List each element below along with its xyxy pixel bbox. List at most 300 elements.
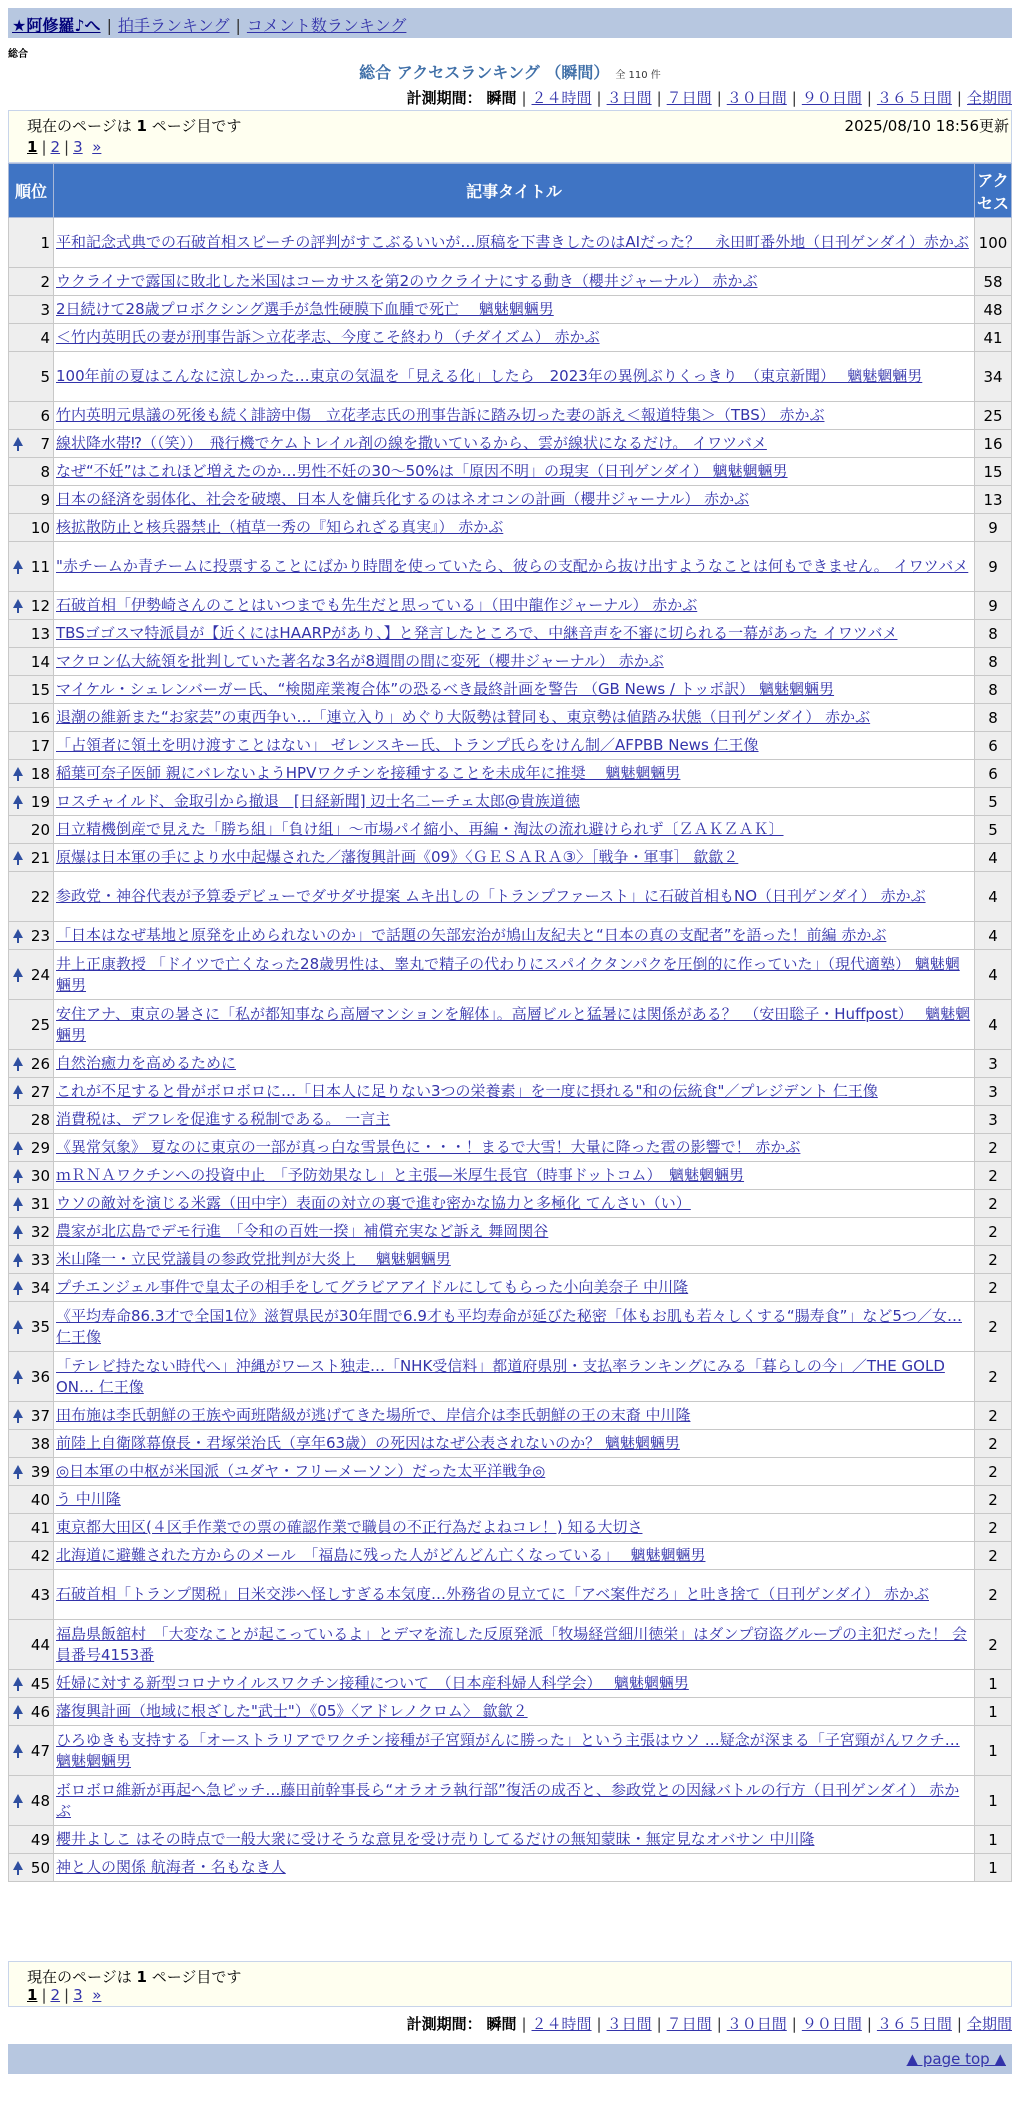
rank-up-arrow-icon [13, 1057, 23, 1066]
rank-column-header: 順位 [9, 164, 54, 218]
title-cell [54, 620, 975, 648]
table-row [9, 1134, 1012, 1162]
rank-cell [9, 704, 54, 732]
period-30d-link[interactable]: ３０日間 [726, 2015, 787, 2033]
access-count: 5 [975, 816, 1012, 844]
title-cell [54, 922, 975, 950]
pager-page-3[interactable]: 3 [73, 138, 83, 156]
title-cell [54, 1826, 975, 1854]
period-24h-link[interactable]: ２４時間 [531, 2015, 592, 2033]
ranking-rows [9, 218, 1012, 1882]
title-cell [54, 676, 975, 704]
access-count: 8 [975, 704, 1012, 732]
article-title-link[interactable]: 消費税は、デフレを促進する税制である。 一言主 [56, 1110, 391, 1128]
access-count: 16 [975, 430, 1012, 458]
period-3d-link[interactable]: ３日間 [606, 89, 652, 107]
article-title-link[interactable]: 日立精機倒産で見えた「勝ち組」「負け組」～市場パイ縮小、再編・淘汰の流れ避けられず〔ＺＡＫＺＡＫ〕 [56, 820, 784, 838]
rank-number: 28 [30, 1110, 50, 1129]
table-row [9, 844, 1012, 872]
comment-ranking-link[interactable]: コメント数ランキング [246, 16, 407, 35]
pager-next[interactable]: » [92, 1986, 102, 2004]
article-title-link[interactable]: 参政党・神谷代表が予算委デビューでダサダサ提案 ムキ出しの「トランプファースト」に石破首相もNO（日刊ゲンダイ） 赤かぶ [56, 887, 926, 905]
rank-cell [9, 760, 54, 788]
rank-number: 47 [30, 1741, 50, 1760]
access-count: 1 [975, 1776, 1012, 1826]
title-cell [54, 1486, 975, 1514]
article-title-link[interactable]: 《異常気象》 夏なのに東京の一部が真っ白な雪景色に・・・！まるで大雪！大量に降った雹の影響で！ 赤かぶ [56, 1138, 801, 1156]
title-cell [54, 1078, 975, 1106]
rank-number: 26 [30, 1054, 50, 1073]
table-row [9, 1274, 1012, 1302]
rank-number: 42 [30, 1546, 50, 1565]
rank-number: 9 [40, 490, 50, 509]
access-count: 100 [975, 218, 1012, 268]
rank-number: 43 [30, 1585, 50, 1604]
article-title-link[interactable]: ボロボロ維新が再起へ急ピッチ…藤田前幹事長ら“オラオラ執行部”復活の成否と、参政党との因縁バトルの行方（日刊ゲンダイ） 赤かぶ [56, 1780, 960, 1820]
clap-ranking-link[interactable]: 拍手ランキング [117, 16, 230, 35]
title-cell [54, 1106, 975, 1134]
title-cell [54, 402, 975, 430]
access-count: 4 [975, 950, 1012, 1000]
rank-cell [9, 218, 54, 268]
table-row [9, 486, 1012, 514]
rank-cell [9, 1352, 54, 1402]
rank-number: 19 [30, 792, 50, 811]
period-all-link[interactable]: 全期間 [966, 89, 1012, 107]
table-row [9, 1698, 1012, 1726]
article-title-link[interactable]: 日本の経済を弱体化、社会を破壊、日本人を傭兵化するのはネオコンの計画（櫻井ジャーナル） 赤かぶ [56, 490, 750, 508]
article-title-link[interactable]: 退潮の維新また“お家芸”の東西争い…「連立入り」めぐり大阪勢は賛同も、東京勢は値踏み状態（日刊ゲンダイ） 赤かぶ [56, 708, 871, 726]
rank-up-arrow-icon [13, 767, 23, 776]
pager-page-2[interactable]: 2 [50, 138, 61, 156]
table-row [9, 816, 1012, 844]
rank-number: 11 [30, 557, 50, 576]
table-row [9, 648, 1012, 676]
rank-number: 20 [30, 820, 50, 839]
table-row [9, 1486, 1012, 1514]
rank-number: 34 [30, 1278, 50, 1297]
rank-cell [9, 1402, 54, 1430]
title-cell [54, 1246, 975, 1274]
rank-cell [9, 1826, 54, 1854]
title-cell [54, 1162, 975, 1190]
rank-cell [9, 1486, 54, 1514]
access-count: 2 [975, 1274, 1012, 1302]
rank-up-arrow-icon [13, 599, 23, 608]
table-row [9, 1190, 1012, 1218]
rank-up-arrow-icon [13, 1744, 23, 1753]
article-title-link[interactable]: 前陸上自衛隊幕僚長・君塚栄治氏（享年63歳）の死因はなぜ公表されないのか？ 魑魅魍魎男 [56, 1434, 680, 1452]
article-title-link[interactable]: 米山隆一・立民党議員の参政党批判が大炎上 魑魅魍魎男 [56, 1250, 451, 1268]
period-label: 計測期間： [406, 89, 482, 107]
pager-current: 1 [27, 138, 38, 156]
title-cell [54, 486, 975, 514]
title-cell [54, 1458, 975, 1486]
table-row [9, 1050, 1012, 1078]
period-30d-link[interactable]: ３０日間 [726, 89, 787, 107]
rank-number: 16 [30, 708, 50, 727]
rank-up-arrow-icon [13, 1861, 23, 1870]
title-cell [54, 1542, 975, 1570]
access-count: 4 [975, 872, 1012, 922]
rank-cell [9, 732, 54, 760]
article-title-link[interactable]: 「占領者に領土を明け渡すことはない」 ゼレンスキー氏、トランプ氏らをけん制／AFPBB News 仁王像 [56, 736, 759, 754]
rank-cell [9, 1050, 54, 1078]
rank-number: 12 [30, 596, 50, 615]
title-cell [54, 788, 975, 816]
article-title-link[interactable]: 稲葉可奈子医師 親にバレないようHPVワクチンを接種することを未成年に推奨 魑魅魍魎男 [56, 764, 681, 782]
rank-cell [9, 950, 54, 1000]
access-column-header: アクセス [975, 164, 1012, 218]
table-row [9, 788, 1012, 816]
rank-cell [9, 324, 54, 352]
period-label: 計測期間： [406, 2015, 482, 2033]
article-title-link[interactable]: ひろゆきも支持する「オーストラリアでワクチン接種が子宮頸がんに勝った」という主張はウソ …疑念が深まる「子宮頸がんワクチ… 魑魅魍魎男 [56, 1730, 960, 1770]
access-count: 2 [975, 1542, 1012, 1570]
rank-up-arrow-icon [13, 851, 23, 860]
title-cell [54, 1620, 975, 1670]
table-row [9, 402, 1012, 430]
rank-up-arrow-icon [13, 1197, 23, 1206]
table-row [9, 1726, 1012, 1776]
table-row [9, 1246, 1012, 1274]
rank-cell [9, 514, 54, 542]
period-90d-link[interactable]: ９０日間 [801, 89, 862, 107]
title-cell [54, 704, 975, 732]
rank-cell [9, 1698, 54, 1726]
rank-cell [9, 1162, 54, 1190]
pager-top: 1 | 2 | 3 » [27, 138, 102, 156]
rank-number: 46 [30, 1702, 50, 1721]
rank-cell [9, 872, 54, 922]
rank-number: 22 [30, 887, 50, 906]
title-cell [54, 760, 975, 788]
table-row [9, 922, 1012, 950]
access-count: 2 [975, 1402, 1012, 1430]
rank-number: 45 [30, 1674, 50, 1693]
rank-number: 7 [40, 434, 50, 453]
article-title-link[interactable]: マイケル・シェレンバーガー氏、“検閲産業複合体”の恐るべき最終計画を警告 （GB News / トッポ訳） 魑魅魍魎男 [56, 680, 835, 698]
table-row [9, 542, 1012, 592]
access-count: 2 [975, 1190, 1012, 1218]
article-title-link[interactable]: 農家が北広島でデモ行進 「令和の百姓一揆」補償充実など訴え 舞岡関谷 [56, 1222, 549, 1240]
period-24h-link[interactable]: ２４時間 [531, 89, 592, 107]
article-title-link[interactable]: ｍＲＮＡワクチンへの投資中止 「予防効果なし」と主張—米厚生長官（時事ドットコム） 魑魅魍魎男 [56, 1166, 745, 1184]
rank-number: 8 [40, 462, 50, 481]
rank-number: 4 [40, 328, 50, 347]
period-365d-link[interactable]: ３６５日間 [876, 89, 952, 107]
table-row [9, 1854, 1012, 1882]
table-row [9, 1162, 1012, 1190]
rank-cell [9, 1274, 54, 1302]
title-cell [54, 1050, 975, 1078]
title-cell [54, 296, 975, 324]
table-row [9, 1542, 1012, 1570]
article-title-link[interactable]: マクロン仏大統領を批判していた著名な3名が8週間の間に変死（櫻井ジャーナル） 赤かぶ [56, 652, 664, 670]
article-title-link[interactable]: 100年前の夏はこんなに涼しかった…東京の気温を「見える化」したら 2023年の異例ぶりくっきり （東京新聞） 魑魅魍魎男 [56, 367, 923, 385]
rank-number: 3 [40, 300, 50, 319]
rank-cell [9, 542, 54, 592]
rank-number: 41 [30, 1518, 50, 1537]
rank-cell [9, 1078, 54, 1106]
rank-cell [9, 620, 54, 648]
rank-number: 50 [30, 1858, 50, 1877]
rank-up-arrow-icon [13, 1677, 23, 1686]
rank-cell [9, 844, 54, 872]
home-link[interactable]: ★阿修羅♪へ [12, 16, 101, 35]
article-title-link[interactable]: 石破首相「伊勢崎さんのことはいつまでも先生だと思っている」（田中龍作ジャーナル） 赤かぶ [56, 596, 698, 614]
article-title-link[interactable]: ロスチャイルド、金取引から撤退 [日経新聞] 辺士名二ーチェ太郎@貴族道徳 [56, 792, 580, 810]
table-row [9, 324, 1012, 352]
title-column-header: 記事タイトル [54, 164, 975, 218]
rank-cell [9, 1218, 54, 1246]
rank-up-arrow-icon [13, 560, 23, 569]
rank-up-arrow-icon [13, 1465, 23, 1474]
title-cell [54, 218, 975, 268]
article-title-link[interactable]: 東京都大田区(４区手作業での票の確認作業で職員の不正行為だよねコレ！) 知る大切さ [56, 1518, 643, 1536]
access-count: 3 [975, 1078, 1012, 1106]
table-row [9, 514, 1012, 542]
article-title-link[interactable]: 田布施は李氏朝鮮の王族や両班階級が逃げてきた場所で、岸信介は李氏朝鮮の王の末裔 中川隆 [56, 1406, 691, 1424]
pager-page-2[interactable]: 2 [50, 1986, 61, 2004]
rank-number: 36 [30, 1367, 50, 1386]
rank-cell [9, 1620, 54, 1670]
title-cell [54, 1570, 975, 1620]
rank-cell [9, 816, 54, 844]
article-title-link[interactable]: プチエンジェル事件で皇太子の相手をしてグラビアアイドルにしてもらった小向美奈子 中川隆 [56, 1278, 689, 1296]
article-title-link[interactable]: 安住アナ、東京の暑さに「私が都知事なら高層マンションを解体」。高層ビルと猛暑には関係がある？ （安田聡子・Huffpost） 魑魅魍魎男 [56, 1004, 971, 1044]
rank-number: 49 [30, 1830, 50, 1849]
rank-cell [9, 1134, 54, 1162]
title-cell [54, 268, 975, 296]
article-title-link[interactable]: 藩復興計画（地域に根ざした"武士"）《05》〈アドレノクロム〉 歙歙２ [56, 1702, 528, 1720]
pager-page-3[interactable]: 3 [73, 1986, 83, 2004]
access-count: 2 [975, 1162, 1012, 1190]
title-cell [54, 1302, 975, 1352]
rank-number: 44 [30, 1635, 50, 1654]
article-title-link[interactable]: う 中川隆 [56, 1490, 121, 1508]
access-count: 3 [975, 1050, 1012, 1078]
rank-up-arrow-icon [13, 1085, 23, 1094]
rank-number: 37 [30, 1406, 50, 1425]
table-row [9, 1570, 1012, 1620]
article-title-link[interactable]: 「テレビ持たない時代へ」沖縄がワースト独走…「NHK受信料」都道府県別・支払率ランキングにみる「暮らしの今」／THE GOLD ON… 仁王像 [56, 1356, 945, 1396]
period-90d-link[interactable]: ９０日間 [801, 2015, 862, 2033]
rank-cell [9, 1854, 54, 1882]
title-cell [54, 1218, 975, 1246]
rank-number: 33 [30, 1250, 50, 1269]
rank-up-arrow-icon [13, 795, 23, 804]
table-row [9, 1776, 1012, 1826]
article-title-link[interactable]: 「日本はなぜ基地と原発を止められないのか」で話題の矢部宏治が鳩山友紀夫と“日本の真の支配者”を語った！前編 赤かぶ [56, 926, 887, 944]
access-count: 2 [975, 1352, 1012, 1402]
rank-cell [9, 296, 54, 324]
access-count: 48 [975, 296, 1012, 324]
rank-number: 35 [30, 1317, 50, 1336]
rank-number: 5 [40, 367, 50, 386]
table-row [9, 592, 1012, 620]
rank-cell [9, 1776, 54, 1826]
table-row [9, 1670, 1012, 1698]
table-row [9, 1430, 1012, 1458]
access-count: 2 [975, 1302, 1012, 1352]
rank-number: 29 [30, 1138, 50, 1157]
table-row [9, 1402, 1012, 1430]
period-selector-top: 計測期間： 瞬間 | ２４時間 | ３日間 | ７日間 | ３０日間 | ９０日間 | ３６５日間 | 全期間 [406, 89, 1012, 107]
article-title-link[interactable]: ウクライナで露国に敗北した米国はコーカサスを第2のウクライナにする動き（櫻井ジャーナル） 赤かぶ [56, 272, 758, 290]
rank-up-arrow-icon [13, 1409, 23, 1418]
article-title-link[interactable]: 北海道に避難された方からのメール 「福島に残った人がどんどん亡くなっている」 魑魅魍魎男 [56, 1546, 706, 1564]
table-row [9, 620, 1012, 648]
article-title-link[interactable]: 神と人の関係 航海者・名もなき人 [56, 1858, 286, 1876]
table-row [9, 872, 1012, 922]
rank-cell [9, 268, 54, 296]
article-title-link[interactable]: TBSゴゴスマ特派員が【近くにはHAARPがあり、】と発言したところで、中継音声を不審に切られる一幕があった イワツバメ [56, 624, 898, 642]
access-count: 8 [975, 676, 1012, 704]
access-count: 2 [975, 1246, 1012, 1274]
page-top-link[interactable]: ▲ page top ▲ [906, 2050, 1006, 2068]
top-nav: ★阿修羅♪へ | 拍手ランキング | コメント数ランキング [8, 8, 1012, 38]
period-7d-link[interactable]: ７日間 [666, 89, 712, 107]
title-cell [54, 1670, 975, 1698]
period-3d-link[interactable]: ３日間 [606, 2015, 652, 2033]
access-count: 4 [975, 922, 1012, 950]
article-title-link[interactable]: 自然治癒力を高めるために [56, 1054, 237, 1072]
rank-cell [9, 486, 54, 514]
title-cell [54, 1776, 975, 1826]
table-row [9, 704, 1012, 732]
article-title-link[interactable]: "赤チームか青チームに投票することにばかり時間を使っていたら、彼らの支配から抜け出すようなことは何もできません。 イワツバメ [56, 557, 969, 575]
access-count: 2 [975, 1134, 1012, 1162]
access-count: 25 [975, 402, 1012, 430]
rank-number: 31 [30, 1194, 50, 1213]
table-row [9, 352, 1012, 402]
title-cell [54, 458, 975, 486]
ranking-table [8, 163, 1012, 1882]
article-title-link[interactable]: 石破首相「トランプ関税」日米交渉へ怪しすぎる本気度…外務省の見立てに「アベ案件だろ」と吐き捨て（日刊ゲンダイ） 赤かぶ [56, 1585, 929, 1603]
rank-up-arrow-icon [13, 1253, 23, 1262]
access-count: 34 [975, 352, 1012, 402]
period-7d-link[interactable]: ７日間 [666, 2015, 712, 2033]
table-row [9, 1000, 1012, 1050]
rank-up-arrow-icon [13, 1141, 23, 1150]
rank-up-arrow-icon [13, 1794, 23, 1803]
access-count: 8 [975, 648, 1012, 676]
article-title-link[interactable]: ウソの敵対を演じる米露（田中宇）表面の対立の裏で進む密かな協力と多極化 てんさい（い） [56, 1194, 691, 1212]
title-cell [54, 1274, 975, 1302]
article-title-link[interactable]: 井上正康教授 「ドイツで亡くなった28歳男性は、睾丸で精子の代わりにスパイクタンパクを圧倒的に作っていた」（現代適塾） 魑魅魍魎男 [56, 954, 960, 994]
article-title-link[interactable]: 原爆は日本軍の手により水中起爆された／藩復興計画《09》〈ＧＥＳＡＲＡ③〉［戦争・軍事］ 歙歙２ [56, 848, 739, 866]
rank-number: 14 [30, 652, 50, 671]
table-row [9, 430, 1012, 458]
article-title-link[interactable]: 2日続けて28歳プロボクシング選手が急性硬膜下血腫で死亡 魑魅魍魎男 [56, 300, 554, 318]
period-all-link[interactable]: 全期間 [966, 2015, 1012, 2033]
rank-cell [9, 648, 54, 676]
rank-up-arrow-icon [13, 1705, 23, 1714]
access-count: 2 [975, 1218, 1012, 1246]
rank-number: 24 [30, 965, 50, 984]
rank-number: 15 [30, 680, 50, 699]
rank-cell [9, 592, 54, 620]
title-cell [54, 430, 975, 458]
article-title-link[interactable]: 核拡散防止と核兵器禁止（植草一秀の『知られざる真実』） 赤かぶ [56, 518, 504, 536]
rank-cell [9, 1000, 54, 1050]
table-row [9, 1826, 1012, 1854]
title-cell [54, 1514, 975, 1542]
rank-cell [9, 1570, 54, 1620]
rank-cell [9, 430, 54, 458]
access-count: 2 [975, 1514, 1012, 1542]
rank-number: 32 [30, 1222, 50, 1241]
access-count: 4 [975, 1000, 1012, 1050]
article-title-link[interactable]: ＜竹内英明氏の妻が刑事告訴＞立花孝志、今度こそ終わり（チダイズム） 赤かぶ [56, 328, 600, 346]
page-title [0, 60, 1020, 83]
title-cell [54, 1726, 975, 1776]
rank-up-arrow-icon [13, 1169, 23, 1178]
article-title-link[interactable]: なぜ“不妊”はこれほど増えたのか…男性不妊の30～50%は「原因不明」の現実（日刊ゲンダイ） 魑魅魍魎男 [56, 462, 788, 480]
article-title-link[interactable]: 福島県飯舘村 「大変なことが起こっているよ」とデマを流した反原発派「牧場経営細川徳栄」はダンプ窃盗グループの主犯だった！ 会員番号4153番 [56, 1624, 967, 1664]
article-title-link[interactable]: 竹内英明元県議の死後も続く誹謗中傷 立花孝志氏の刑事告訴に踏み切った妻の訴え＜報道特集＞（TBS） 赤かぶ [56, 406, 825, 424]
title-cell [54, 1190, 975, 1218]
rank-up-arrow-icon [13, 1320, 23, 1329]
title-cell [54, 1430, 975, 1458]
article-title-link[interactable]: 櫻井よしこ はその時点で一般大衆に受けそうな意見を受け売りしてるだけの無知蒙昧・無定見なオバサン 中川隆 [56, 1830, 815, 1848]
access-count: 1 [975, 1726, 1012, 1776]
article-title-link[interactable]: 妊婦に対する新型コロナウイルスワクチン接種について （日本産科婦人科学会） 魑魅魍魎男 [56, 1674, 689, 1692]
page-title-text: 総合 アクセスランキング （瞬間） [359, 63, 610, 82]
table-row [9, 676, 1012, 704]
period-current: 瞬間 [486, 89, 517, 107]
article-title-link[interactable]: 《平均寿命86.3才で全国1位》滋賀県民が30年間で6.9才も平均寿命が延びた秘密「体もお肌も若々しくする“腸寿食”」など5つ／女… 仁王像 [56, 1306, 962, 1346]
rank-number: 2 [40, 272, 50, 291]
rank-up-arrow-icon [13, 1281, 23, 1290]
article-title-link[interactable]: 平和記念式典での石破首相スピーチの評判がすこぶるいいが…原稿を下書きしたのはAIだった？ 永田町番外地（日刊ゲンダイ）赤かぶ [56, 233, 969, 251]
rank-cell [9, 1542, 54, 1570]
access-count: 9 [975, 542, 1012, 592]
article-title-link[interactable]: ◎日本軍の中枢が米国派（ユダヤ・フリーメーソン）だった太平洋戦争◎ [56, 1462, 546, 1480]
page-info-bottom [8, 1961, 1012, 2007]
title-cell [54, 732, 975, 760]
title-cell [54, 1134, 975, 1162]
table-row [9, 1302, 1012, 1352]
access-count: 8 [975, 620, 1012, 648]
rank-up-arrow-icon [13, 968, 23, 977]
title-cell [54, 514, 975, 542]
rank-cell [9, 1458, 54, 1486]
pager-next[interactable]: » [92, 138, 102, 156]
period-365d-link[interactable]: ３６５日間 [876, 2015, 952, 2033]
rank-cell [9, 1246, 54, 1274]
access-count: 1 [975, 1670, 1012, 1698]
rank-number: 6 [40, 406, 50, 425]
table-row [9, 268, 1012, 296]
rank-cell [9, 352, 54, 402]
table-row [9, 1514, 1012, 1542]
current-page-text-bottom: 現在のページは 1 ページ目です [27, 1968, 242, 1986]
category-label: 総合 [8, 49, 28, 60]
article-title-link[interactable]: これが不足すると骨がボロボロに…「日本人に足りない3つの栄養素」を一度に摂れる"和の伝統食"／プレジデント 仁王像 [56, 1082, 878, 1100]
article-title-link[interactable]: 線状降水帯⁉（（笑）） 飛行機でケムトレイル剤の線を撒いているから、雲が線状になるだけ。 イワツバメ [56, 434, 767, 452]
table-row [9, 1218, 1012, 1246]
access-count: 2 [975, 1486, 1012, 1514]
total-count: 全 110 件 [615, 70, 661, 81]
access-count: 1 [975, 1854, 1012, 1882]
rank-number: 48 [30, 1791, 50, 1810]
title-cell [54, 872, 975, 922]
table-row [9, 458, 1012, 486]
access-count: 2 [975, 1458, 1012, 1486]
table-row [9, 296, 1012, 324]
